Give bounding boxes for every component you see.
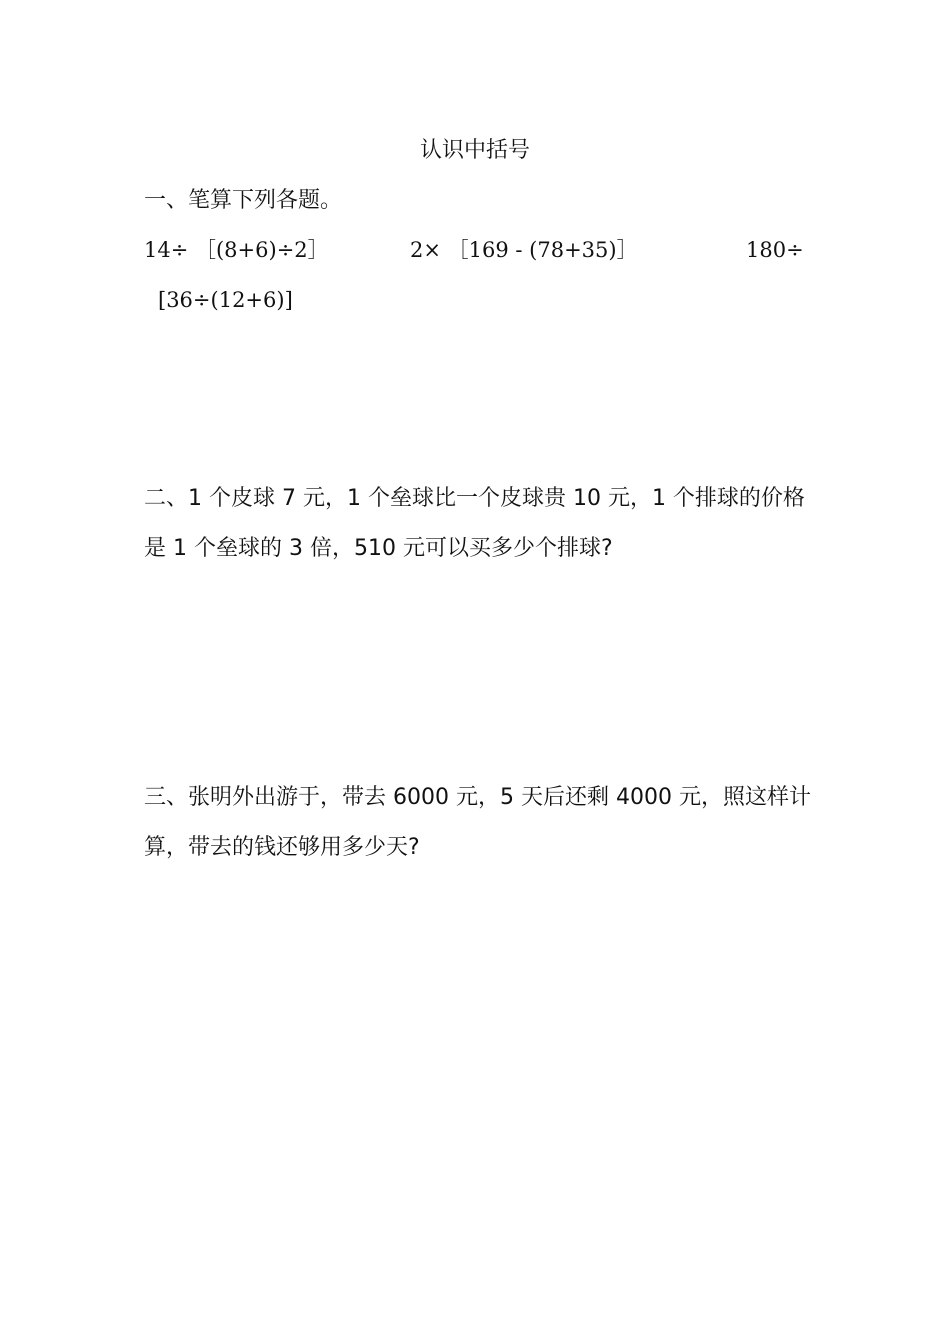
expression-2: 2× ［169 - (78+35)］ [410,238,638,262]
expression-3-part-1: 180÷ [746,238,804,262]
expression-1: 14÷ ［(8+6)÷2］ [144,238,329,262]
page-title: 认识中括号 [419,138,530,163]
section-2-question [144,474,814,574]
section-2-line-2: 是 1 个垒球的 3 倍，510 元可以买多少个排球? [144,536,613,561]
section-3-line-2: 算，带去的钱还够用多少天? [144,835,420,860]
section-3-line-1: 三、张明外出游于，带去 6000 元，5 天后还剩 4000 元，照这样计 [144,785,811,810]
section-1-heading: 一、笔算下列各题。 [144,188,343,213]
expression-3-part-2: [36÷(12+6)] [158,288,293,312]
section-2-line-1: 二、1 个皮球 7 元，1 个垒球比一个皮球贵 10 元，1 个排球的价格 [144,486,805,511]
section-3-question [144,773,814,873]
